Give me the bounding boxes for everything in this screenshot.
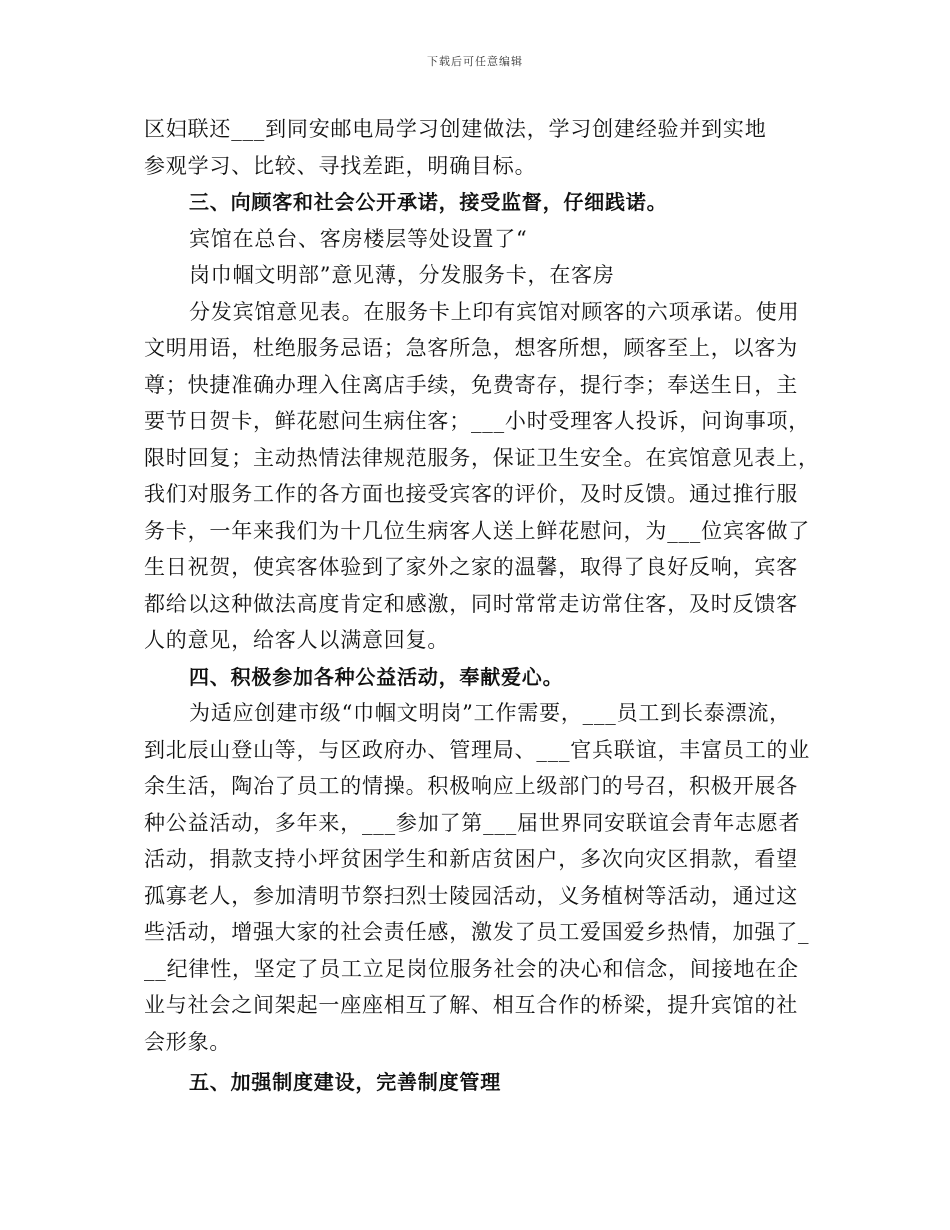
page-header: 下载后可任意编辑: [427, 55, 523, 68]
section-heading-5: 五、加强制度建设，完善制度管理: [189, 1070, 501, 1094]
paragraph-line: 会形象。: [144, 1029, 232, 1054]
paragraph-line: 文明用语，杜绝服务忌语；急客所急，想客所想，顾客至上，以客为: [144, 336, 798, 360]
paragraph-line: 到北辰山登山等，与区政府办、管理局、___官兵联谊，丰富员工的业: [144, 737, 811, 762]
paragraph-line: 活动，捐款支持小坪贫困学生和新店贫困户，多次向灾区捐款，看望: [144, 847, 798, 871]
paragraph-line: 孤寡老人，参加清明节祭扫烈士陵园活动，义务植树等活动，通过这: [144, 883, 798, 908]
paragraph-line: 宾馆在总台、客房楼层等处设置了“: [189, 226, 528, 251]
paragraph-line: 生日祝贺，使宾客体验到了家外之家的温馨，取得了良好反响，宾客: [144, 555, 798, 579]
paragraph-line: 业与社会之间架起一座座相互了解、相互合作的桥梁，提升宾馆的社: [144, 993, 798, 1017]
paragraph-line: 为适应创建市级“巾帼文明岗”工作需要，___员工到长泰漂流，: [189, 701, 791, 725]
section-heading-3: 三、向顾客和社会公开承诺，接受监督，仔细践诺。: [189, 190, 668, 214]
paragraph-line: 分发宾馆意见表。在服务卡上印有宾馆对顾客的六项承诺。使用: [189, 299, 800, 324]
document-body: [144, 111, 824, 1101]
section-heading-4: 四、积极参加各种公益活动，奉献爱心。: [189, 664, 564, 689]
paragraph-line: 我们对服务工作的各方面也接受宾客的评价，及时反馈。通过推行服: [144, 482, 798, 506]
paragraph-line: 都给以这种做法高度肯定和感激，同时常常走访常住客，及时反馈客: [144, 591, 798, 616]
paragraph-line: 参观学习、比较、寻找差距，明确目标。: [144, 153, 537, 178]
paragraph-line: 人的意见，给客人以满意回复。: [144, 628, 450, 652]
paragraph-line: 种公益活动，多年来，___参加了第___届世界同安联谊会青年志愿者: [144, 810, 801, 835]
paragraph-line: 区妇联还___到同安邮电局学习创建做法，学习创建经验并到实地: [144, 117, 767, 141]
paragraph-line: 些活动，增强大家的社会责任感，激发了员工爱国爱乡热情，加强了_: [144, 920, 810, 944]
paragraph-line: 限时回复；主动热情法律规范服务，保证卫生安全。在宾馆意见表上，: [144, 445, 820, 470]
paragraph-line: 尊；快捷准确办理入住离店手续，免费寄存，提行李；奉送生日，主: [144, 372, 798, 397]
paragraph-line: 余生活，陶冶了员工的情操。积极响应上级部门的号召，积极开展各: [144, 774, 798, 798]
paragraph-line: 务卡，一年来我们为十几位生病客人送上鲜花慰问，为___位宾客做了: [144, 518, 811, 543]
paragraph-line: 岗巾帼文明部”意见薄，分发服务卡，在客房: [189, 263, 615, 287]
paragraph-line: __纪律性，坚定了员工立足岗位服务社会的决心和信念，间接地在企: [144, 956, 799, 981]
paragraph-line: 要节日贺卡，鲜花慰问生病住客；___小时受理客人投诉，问询事项，: [144, 409, 811, 433]
